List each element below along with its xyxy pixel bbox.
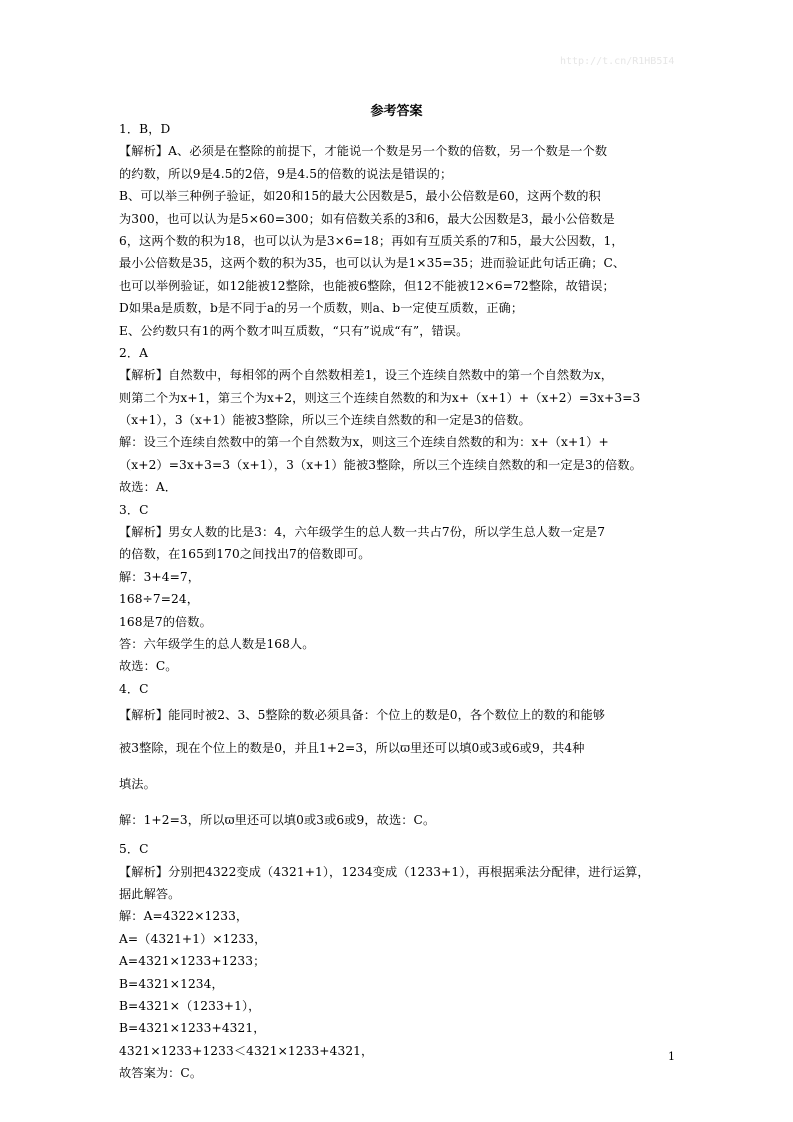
- text-line: 【解析】男女人数的比是3：4，六年级学生的总人数一共占7份，所以学生总人数一定是7: [119, 525, 606, 540]
- text-line: 4321×1233+1233＜4321×1233+4321，: [119, 1043, 374, 1058]
- text-line: 为300，也可以认为是5×60=300；如有倍数关系的3和6，最大公因数是3，最小公倍数是: [119, 211, 615, 226]
- text-line: 3．C: [119, 502, 149, 517]
- text-line: （x+1），3（x+1）能被3整除，所以三个连续自然数的和一定是3的倍数。: [119, 413, 531, 428]
- text-line: B=4321×1234，: [119, 976, 224, 991]
- text-line: 也可以举例验证，如12能被12整除，也能被6整除，但12不能被12×6=72整除，故错误；: [119, 278, 615, 293]
- text-line: 解：1+2=3，所以ϖ里还可以填0或3或6或9，故选：C。: [119, 813, 436, 828]
- text-line: 【解析】A、必须是在整除的前提下，才能说一个数是另一个数的倍数，另一个数是一个数: [119, 144, 608, 159]
- text-line: 解：设三个连续自然数中的第一个自然数为x，则这三个连续自然数的和为：x+（x+1）+: [119, 435, 609, 450]
- text-line: A=4321×1233+1233；: [119, 954, 266, 969]
- page-title: 参考答案: [370, 104, 423, 119]
- text-line: 据此解答。: [119, 886, 181, 901]
- text-line: 被3整除，现在个位上的数是0，并且1+2=3，所以ϖ里还可以填0或3或6或9，共4种: [119, 741, 585, 756]
- text-line: 2．A: [119, 345, 149, 360]
- text-line: 故选：C。: [119, 659, 178, 674]
- text-line: 故选：A．: [119, 480, 178, 495]
- text-line: 答：六年级学生的总人数是168人。: [119, 636, 315, 651]
- text-line: 解：A=4322×1233，: [119, 909, 249, 924]
- text-line: 的约数，所以9是4.5的2倍，9是4.5的倍数的说法是错误的；: [119, 166, 453, 181]
- text-line: 1．B，D: [119, 122, 171, 136]
- text-line: 4．C: [119, 681, 149, 696]
- text-line: 则第二个为x+1，第三个为x+2，则这三个连续自然数的和为x+（x+1）+（x+2）=3x+3=3: [119, 390, 641, 405]
- text-line: 5．C: [119, 842, 149, 857]
- text-line: A=（4321+1）×1233，: [119, 931, 267, 946]
- text-line: 【解析】分别把4322变成（4321+1），1234变成（1233+1），再根据乘法分配律，进行运算，: [119, 864, 650, 879]
- text-line: 填法。: [119, 777, 156, 792]
- text-line: 最小公倍数是35，这两个数的积为35，也可以认为是1×35=35；进而验证此句话正确；C、: [119, 256, 626, 271]
- text-line: 6，这两个数的积为18，也可以认为是3×6=18；再如有互质关系的7和5，最大公因数，1，: [119, 233, 624, 248]
- text-line: 解：3+4=7，: [119, 569, 201, 584]
- page-number: 1: [668, 1050, 675, 1063]
- text-line: 168是7的倍数。: [119, 614, 212, 629]
- watermark: http://t.cn/R1HB5I4: [560, 56, 675, 67]
- text-line: E、公约数只有1的两个数才叫互质数，“只有”说成“有”，错误。: [119, 323, 469, 338]
- text-line: D如果a是质数，b是不同于a的另一个质数，则a、b一定使互质数，正确；: [119, 301, 524, 316]
- text-line: B、可以举三种例子验证，如20和15的最大公因数是5，最小公倍数是60，这两个数的积: [119, 189, 601, 204]
- text-line: 的倍数，在165到170之间找出7的倍数即可。: [119, 547, 371, 562]
- text-line: 【解析】自然数中，每相邻的两个自然数相差1，设三个连续自然数中的第一个自然数为x，: [119, 368, 614, 383]
- text-line: 故答案为：C。: [119, 1066, 203, 1081]
- answer-content: [119, 118, 679, 1084]
- text-line: B=4321×（1233+1），: [119, 998, 261, 1013]
- text-line: （x+2）=3x+3=3（x+1），3（x+1）能被3整除，所以三个连续自然数的和一定是3的倍数。: [119, 457, 642, 472]
- text-line: 168÷7=24，: [119, 592, 200, 607]
- text-line: B=4321×1233+4321，: [119, 1021, 266, 1036]
- text-line: 【解析】能同时被2、3、5整除的数必须具备：个位上的数是0，各个数位上的数的和能够: [119, 708, 606, 723]
